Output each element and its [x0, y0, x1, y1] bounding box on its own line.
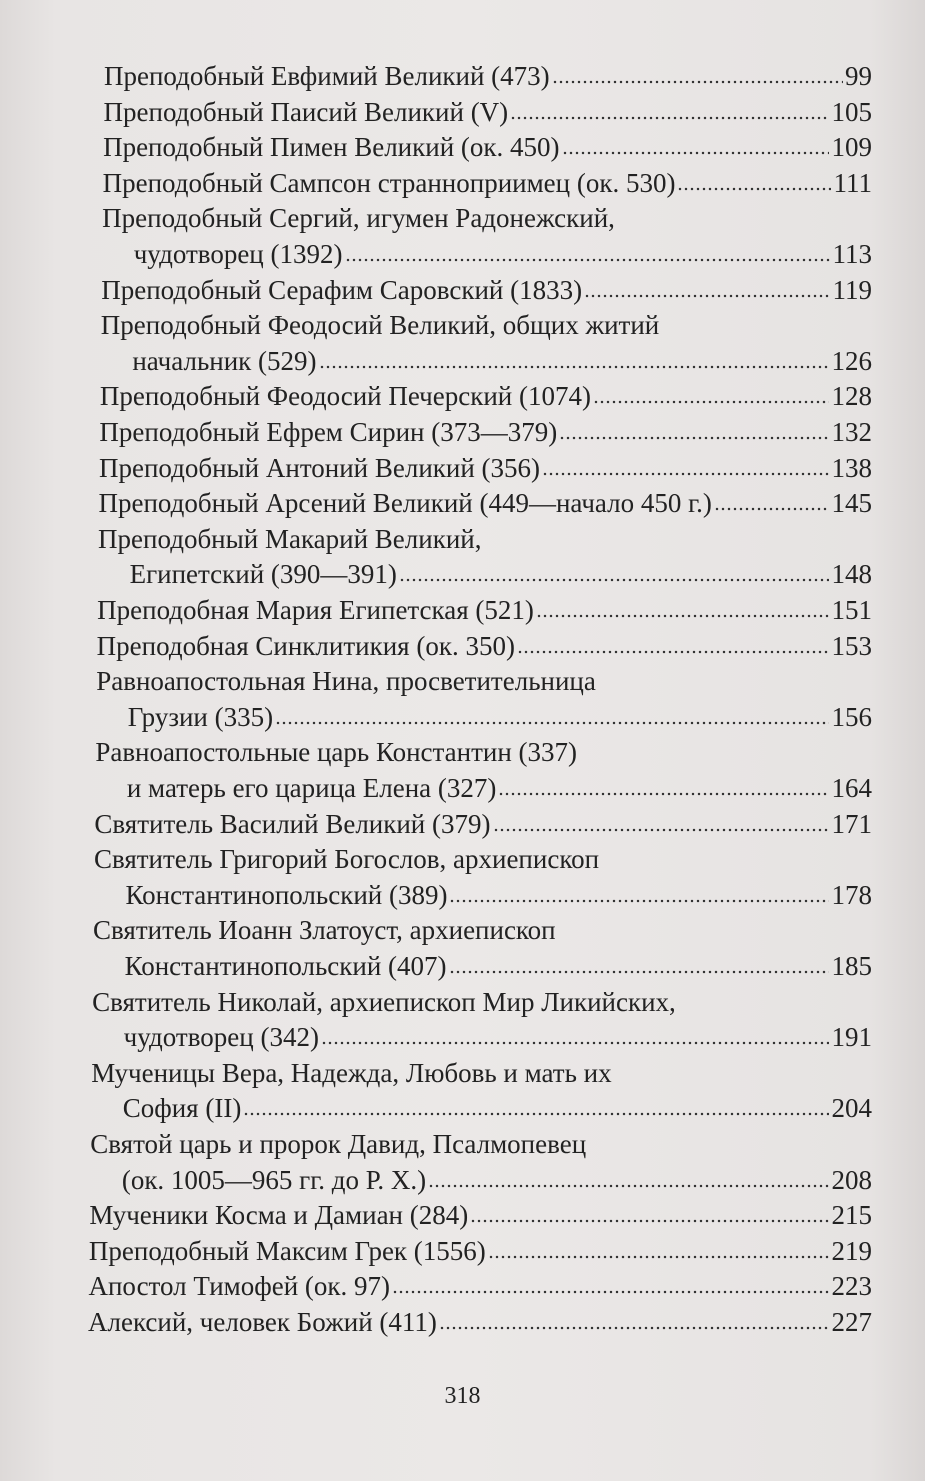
toc-line: [98, 521, 872, 557]
dot-leader: [677, 184, 831, 192]
toc-line: [88, 1268, 872, 1304]
toc-entry-page: 109: [831, 132, 872, 163]
toc-line: [97, 592, 872, 628]
toc-entry-title: Константинопольский (407): [124, 951, 447, 981]
toc-entry-title: Преподобный Паисий Великий (V): [103, 96, 509, 127]
page-number: 318: [444, 1383, 481, 1409]
toc-entry-title: Святитель Григорий Богослов, архиепископ: [93, 844, 600, 875]
dot-leader: [470, 1216, 829, 1224]
toc-entry-title: Преподобный Феодосий Печерский (1074): [99, 381, 591, 412]
toc-entry-title: Святитель Николай, архиепископ Мир Ликийских,: [92, 986, 676, 1017]
toc-entry-title: Преподобный Пимен Великий (ок. 450): [103, 132, 560, 163]
toc-line: [132, 343, 872, 379]
toc-line: [99, 414, 872, 450]
toc-entry-page: 105: [831, 96, 872, 127]
toc-entry-title: (ок. 1005—965 гг. до Р. Х.): [121, 1164, 427, 1195]
toc-entry-page: 113: [832, 239, 872, 269]
toc-line: [89, 1197, 872, 1233]
toc-line: [92, 984, 872, 1020]
toc-line: [128, 699, 872, 735]
toc-line: [103, 165, 872, 201]
toc-entry-page: 126: [831, 345, 872, 376]
toc-entry-title: Преподобный Серафим Саровский (1833): [101, 274, 583, 305]
dot-leader: [542, 469, 829, 477]
toc-entry-page: 208: [831, 1164, 872, 1195]
dot-leader: [488, 1252, 830, 1260]
dot-leader: [319, 362, 830, 370]
dot-leader: [345, 255, 831, 263]
dot-leader: [552, 77, 843, 85]
toc-line: [100, 378, 872, 414]
toc-entry-page: 111: [833, 167, 872, 198]
toc-line: [94, 806, 872, 842]
toc-entry-title: Мученицы Вера, Надежда, Любовь и мать их: [91, 1057, 612, 1088]
toc-line: [122, 1162, 872, 1198]
toc-line: [125, 948, 872, 984]
toc-entry-title: начальник (529): [132, 345, 317, 376]
dot-leader: [510, 113, 829, 121]
toc-line: [97, 628, 872, 664]
toc-entry-title: Алексий, человек Божий (411): [88, 1307, 437, 1337]
toc-line: [103, 129, 872, 165]
dot-leader: [439, 1323, 830, 1331]
toc-entry-title: Преподобный Феодосий Великий, общих житий: [100, 310, 660, 341]
dot-leader: [275, 718, 829, 726]
toc-entry-title: Мученики Косма и Дамиан (284): [89, 1200, 469, 1231]
toc-line: [101, 272, 872, 308]
toc-entry-title: Равноапостольные царь Константин (337): [95, 737, 578, 768]
toc-entry-title: Преподобный Евфимий Великий (473): [104, 61, 550, 91]
toc-entry-title: Грузии (335): [127, 701, 274, 732]
toc-entry-title: Преподобный Сампсон странноприимец (ок. 530): [102, 167, 676, 198]
toc-line: [134, 236, 872, 272]
toc-entry-page: 227: [831, 1307, 872, 1337]
toc-entry-page: 178: [831, 879, 872, 910]
dot-leader: [562, 148, 830, 156]
dot-leader: [321, 1038, 830, 1046]
toc-entry-page: 219: [831, 1235, 872, 1266]
toc-line: [99, 450, 872, 486]
toc-entry-title: Преподобный Макарий Великий,: [98, 523, 482, 554]
toc-entry-title: Преподобная Синклитикия (ок. 350): [96, 630, 515, 661]
toc-entry-title: Преподобный Ефрем Сирин (373—379): [99, 417, 558, 447]
dot-leader: [498, 789, 829, 797]
toc-entry-page: 119: [832, 274, 872, 305]
toc-entry-title: Преподобный Сергий, игумен Радонежский,: [102, 203, 615, 234]
toc-entry-title: Преподобная Мария Египетская (521): [97, 595, 534, 625]
toc-line: [96, 663, 872, 699]
dot-leader: [392, 1287, 829, 1295]
toc-entry-title: Египетский (390—391): [129, 559, 397, 590]
dot-leader: [536, 611, 830, 619]
dot-leader: [593, 397, 830, 405]
dot-leader: [493, 825, 830, 833]
toc-line: [104, 94, 872, 130]
toc-entry-page: 171: [831, 808, 872, 839]
toc-line: [130, 556, 872, 592]
toc-line: [91, 1055, 872, 1091]
toc-entry-title: София (II): [122, 1093, 242, 1124]
toc-line: [90, 1126, 872, 1162]
toc-entry-title: Преподобный Антоний Великий (356): [98, 452, 541, 483]
toc-entry-title: чудотворец (342): [123, 1022, 319, 1053]
toc-entry-page: 151: [831, 595, 872, 625]
toc-entry-page: 156: [831, 701, 872, 732]
toc-entry-page: 185: [831, 951, 872, 981]
toc-entry-title: Константинопольский (389): [125, 879, 448, 910]
toc-entry-page: 132: [831, 417, 872, 447]
toc-entry-title: Равноапостольная Нина, просветительница: [96, 666, 596, 697]
toc-entry-page: 128: [831, 381, 872, 412]
dot-leader: [428, 1181, 829, 1189]
toc-line: [125, 877, 872, 913]
toc-entry-title: Святитель Василий Великий (379): [94, 808, 491, 839]
toc-line: [93, 912, 872, 948]
toc-entry-page: 223: [831, 1271, 872, 1302]
dot-leader: [449, 967, 830, 975]
toc-line: [89, 1233, 872, 1269]
toc-entry-page: 204: [831, 1093, 872, 1124]
dot-leader: [714, 504, 830, 512]
toc-entry-page: 145: [831, 488, 872, 519]
dot-leader: [517, 647, 830, 655]
dot-leader: [243, 1109, 829, 1117]
toc-line: [88, 1304, 872, 1340]
dot-leader: [584, 291, 830, 299]
toc-entry-title: Апостол Тимофей (ок. 97): [88, 1271, 391, 1302]
dot-leader: [559, 433, 829, 441]
toc-entry-page: 138: [831, 452, 872, 483]
toc-entry-page: 191: [831, 1022, 872, 1053]
toc-entry-title: чудотворец (1392): [133, 239, 343, 269]
toc-entry-title: и матерь его царица Елена (327): [126, 773, 497, 803]
dot-leader: [399, 575, 830, 583]
toc-line: [99, 485, 872, 521]
toc-entry-page: 215: [831, 1200, 872, 1231]
toc-line: [101, 307, 872, 343]
toc-entry-page: 148: [831, 559, 872, 590]
toc-entry-page: 153: [831, 630, 872, 661]
toc-entry-title: Святой царь и пророк Давид, Псалмопевец: [90, 1129, 587, 1159]
toc-line: [102, 200, 872, 236]
toc-entry-title: Святитель Иоанн Златоуст, архиепископ: [93, 915, 556, 946]
toc-entry-title: Преподобный Максим Грек (1556): [88, 1235, 486, 1266]
toc-line: [95, 734, 872, 770]
toc-entry-page: 99: [845, 61, 872, 91]
toc-line: [104, 58, 872, 94]
toc-line: [124, 1019, 872, 1055]
toc-entry-page: 164: [831, 773, 872, 803]
toc-line: [94, 841, 872, 877]
toc-line: [123, 1090, 872, 1126]
toc-entry-title: Преподобный Арсений Великий (449—начало 450 г.): [98, 488, 712, 519]
toc-line: [127, 770, 872, 806]
dot-leader: [449, 896, 829, 904]
